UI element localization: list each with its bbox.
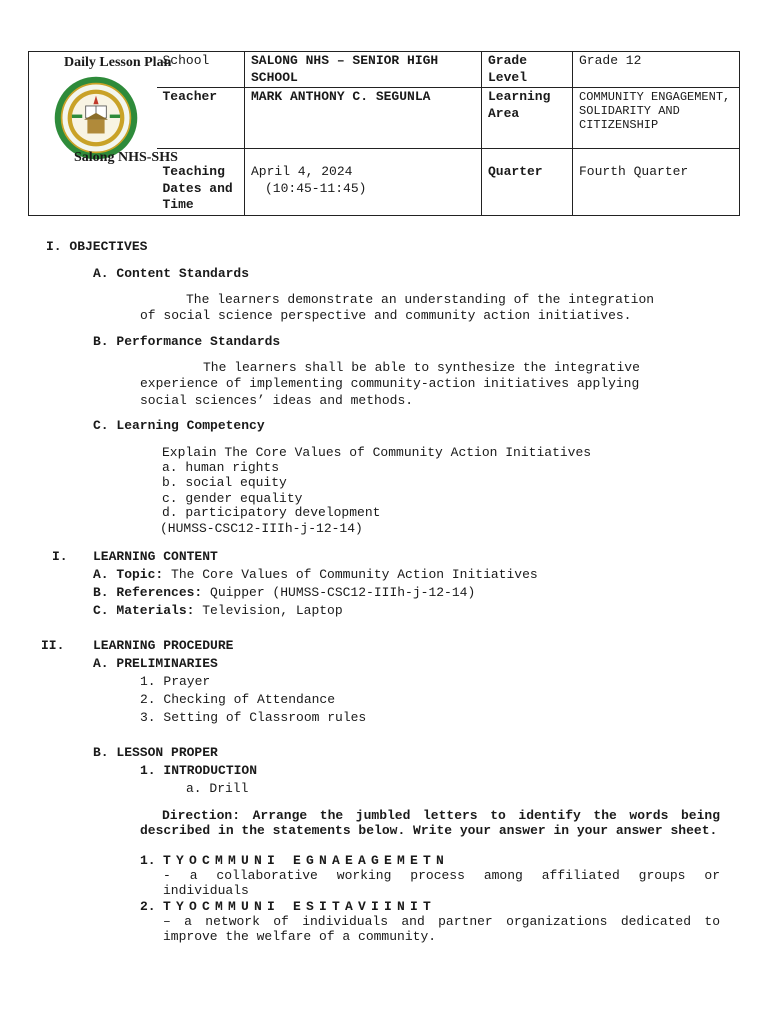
content-standards-line-1: The learners demonstrate an understanding of the integration xyxy=(186,292,655,307)
item-2-number: 2. xyxy=(140,899,156,914)
content-heading-number: I. xyxy=(52,549,68,564)
performance-line-3: social sciences’ ideas and methods. xyxy=(140,393,414,408)
performance-line-1: The learners shall be able to synthesize the integrative xyxy=(203,360,640,375)
lesson-proper-heading: B. LESSON PROPER xyxy=(93,745,218,760)
item-1-description: - a collaborative working process among affiliated groups or individuals xyxy=(163,868,720,898)
logo-cell xyxy=(29,52,178,216)
competency-code: (HUMSS-CSC12-IIIh-j-12-14) xyxy=(160,521,363,536)
references-line xyxy=(93,585,475,600)
item-1-number: 1. xyxy=(140,853,156,868)
performance-standards-heading: B. Performance Standards xyxy=(93,334,281,349)
preliminary-item: 2. Checking of Attendance xyxy=(140,692,336,707)
competency-item: d. participatory development xyxy=(162,505,381,520)
school-seal-icon xyxy=(53,75,139,161)
topic-label: A. Topic: xyxy=(93,567,164,582)
preliminary-item: 1. Prayer xyxy=(140,674,211,689)
area-value: COMMUNITY ENGAGEMENT, SOLIDARITY AND CITIZENSHIP xyxy=(573,88,740,149)
teacher-label: Teacher xyxy=(157,88,245,149)
item-1-jumbled-word: TYOCMMUNI EGNAEAGEMETN xyxy=(163,853,450,868)
competency-heading: C. Learning Competency xyxy=(93,418,265,433)
area-label: Learning Area xyxy=(482,88,573,149)
dates-cell xyxy=(245,149,482,216)
school-short-name: Salong NHS-SHS xyxy=(74,150,178,165)
competency-intro: Explain The Core Values of Community Action Initiatives xyxy=(162,445,592,460)
preliminary-item: 3. Setting of Classroom rules xyxy=(140,710,367,725)
topic-value: The Core Values of Community Action Initiatives xyxy=(163,567,538,582)
materials-line xyxy=(93,603,343,618)
quarter-value: Fourth Quarter xyxy=(573,149,740,216)
item-2-jumbled-word: TYOCMMUNI ESITAVIINIT xyxy=(163,899,437,914)
item-2-description: – a network of individuals and partner organizations dedicated to improve the welfare of a community. xyxy=(163,914,720,944)
dates-label: Teaching Dates and Time xyxy=(157,149,245,216)
topic-line xyxy=(93,567,538,582)
school-value: SALONG NHS – SENIOR HIGH SCHOOL xyxy=(245,52,482,88)
drill-heading: a. Drill xyxy=(186,781,249,796)
quarter-label: Quarter xyxy=(482,149,573,216)
references-label: B. References: xyxy=(93,585,203,600)
procedure-heading: LEARNING PROCEDURE xyxy=(93,638,234,653)
materials-label: C. Materials: xyxy=(93,603,195,618)
school-label: School xyxy=(157,52,245,88)
content-standards-line-2: of social science perspective and community action initiatives. xyxy=(140,308,632,323)
header-table xyxy=(28,51,740,216)
competency-item: c. gender equality xyxy=(162,491,303,506)
drill-direction: Direction: Arrange the jumbled letters to identify the words being described in the statements below. Write your answer in your answer sheet. xyxy=(140,808,720,838)
time-value: (10:45-11:45) xyxy=(265,180,367,196)
objectives-heading: I. OBJECTIVES xyxy=(46,239,148,254)
preliminaries-heading: A. PRELIMINARIES xyxy=(93,656,218,671)
procedure-heading-number: II. xyxy=(41,638,65,653)
grade-value: Grade 12 xyxy=(573,52,740,88)
competency-item: b. social equity xyxy=(162,475,287,490)
dates-value: April 4, 2024 xyxy=(251,164,353,179)
teacher-value: MARK ANTHONY C. SEGUNLA xyxy=(245,88,482,149)
references-value: Quipper (HUMSS-CSC12-IIIh-j-12-14) xyxy=(202,585,476,600)
grade-label: Grade Level xyxy=(482,52,573,88)
content-heading: LEARNING CONTENT xyxy=(93,549,218,564)
performance-line-2: experience of implementing community-action initiatives applying xyxy=(140,376,640,391)
competency-item: a. human rights xyxy=(162,460,280,475)
content-standards-heading: A. Content Standards xyxy=(93,266,250,281)
introduction-heading: 1. INTRODUCTION xyxy=(140,763,258,778)
plan-title: Daily Lesson Plan xyxy=(64,55,172,70)
materials-value: Television, Laptop xyxy=(194,603,343,618)
